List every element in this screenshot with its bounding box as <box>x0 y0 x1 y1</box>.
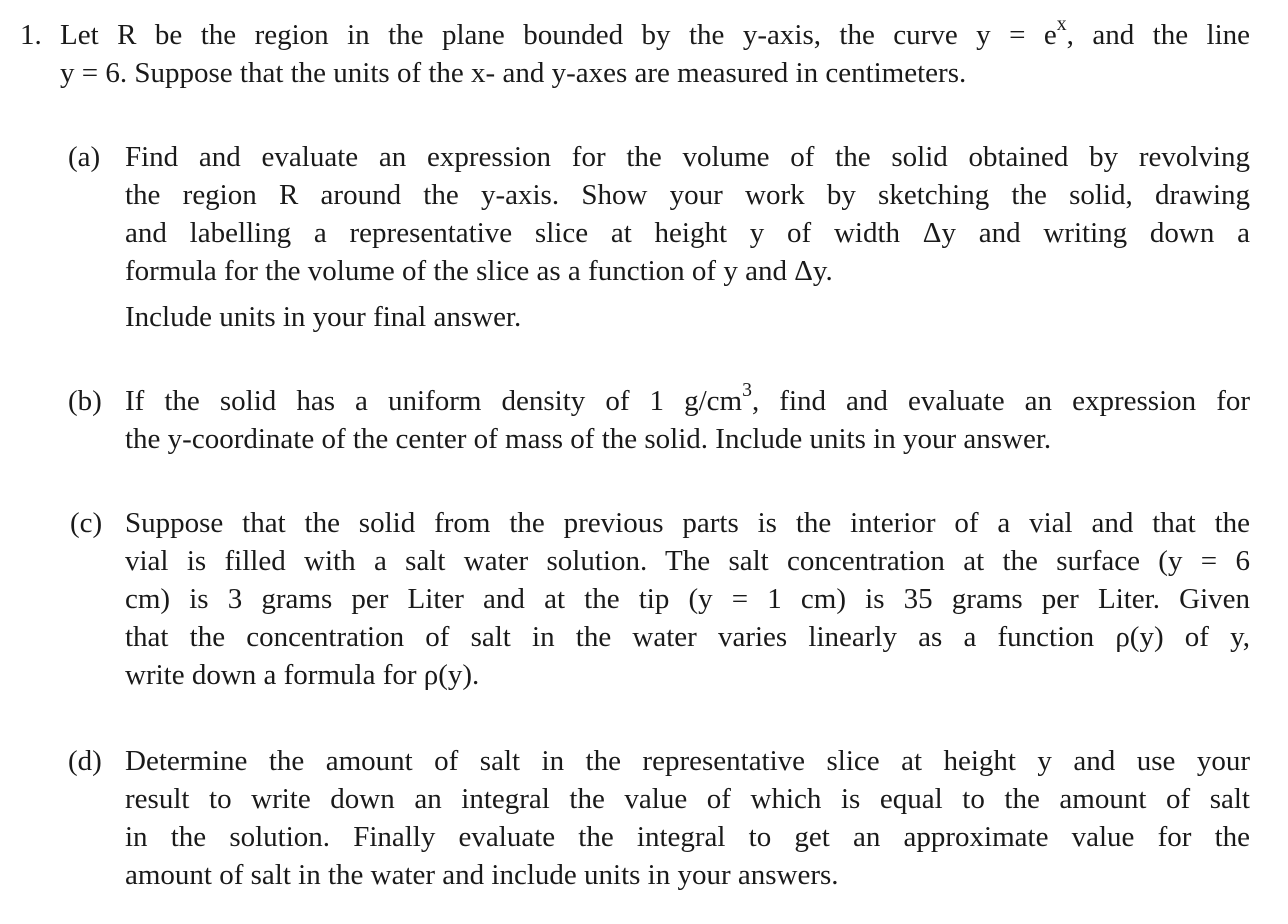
part-d-line <box>125 856 839 895</box>
part-c-line <box>125 580 1250 619</box>
part-a-line <box>125 252 833 291</box>
part-a-text: and labelling a representative slice at height y of width Δy and writing down a <box>125 217 1250 249</box>
part-a-text: formula for the volume of the slice as a function of y and Δy. <box>125 255 833 287</box>
part-d-text: in the solution. Finally evaluate the integral to get an approximate value for the <box>125 821 1250 853</box>
part-c-text: cm) is 3 grams per Liter and at the tip (y = 1 cm) is 35 grams per Liter. Given <box>125 583 1250 615</box>
part-a-text: the region R around the y-axis. Show your work by sketching the solid, drawing <box>125 179 1250 211</box>
problem-number: 1. <box>20 19 42 51</box>
part-a-text: Find and evaluate an expression for the volume of the solid obtained by revolving <box>125 141 1250 173</box>
part-d-text: Determine the amount of salt in the representative slice at height y and use your <box>125 745 1250 777</box>
part-d-line <box>125 780 1250 819</box>
part-c-line <box>125 542 1250 581</box>
part-label-a: (a) <box>68 141 101 173</box>
part-c-line <box>125 618 1250 657</box>
part-d-line <box>125 742 1250 781</box>
part-d-text: result to write down an integral the value of which is equal to the amount of salt <box>125 783 1250 815</box>
part-label-c: (c) <box>70 507 103 539</box>
part-a-line <box>125 138 1250 177</box>
intro-line <box>60 13 1250 55</box>
part-c-text: vial is filled with a salt water solution. The salt concentration at the surface (y = 6 <box>125 545 1250 577</box>
part-b-text: the y-coordinate of the center of mass of the solid. Include units in your answer. <box>125 423 1052 455</box>
part-c-line <box>125 504 1250 543</box>
part-a-line <box>125 298 521 337</box>
intro-line-text: Let R be the region in the plane bounded by the y-axis, the curve $y = e^x$, and the line <box>60 13 1250 51</box>
part-b-text: If the solid has a uniform density of 1 $g/cm^3$, find and evaluate an expression for <box>125 379 1251 417</box>
part-b-line <box>125 379 1251 421</box>
part-c-text: Suppose that the solid from the previous parts is the interior of a vial and that the <box>125 507 1250 539</box>
part-d-text: amount of salt in the water and include units in your answers. <box>125 859 839 891</box>
part-label-b: (b) <box>68 385 102 417</box>
part-a-line <box>125 176 1250 215</box>
part-label-d: (d) <box>68 745 102 777</box>
part-d-line <box>125 818 1250 857</box>
part-c-text: that the concentration of salt in the water varies linearly as a function ρ(y) of y, <box>125 621 1250 653</box>
part-c-text: write down a formula for ρ(y). <box>125 659 480 691</box>
part-a-line <box>125 214 1250 253</box>
intro-line-text: y = 6. Suppose that the units of the x- and y-axes are measured in centimeters. <box>60 57 967 89</box>
part-b-line <box>125 420 1051 459</box>
intro-line <box>60 54 966 93</box>
part-a-text: Include units in your final answer. <box>125 301 522 333</box>
part-c-line <box>125 656 479 695</box>
